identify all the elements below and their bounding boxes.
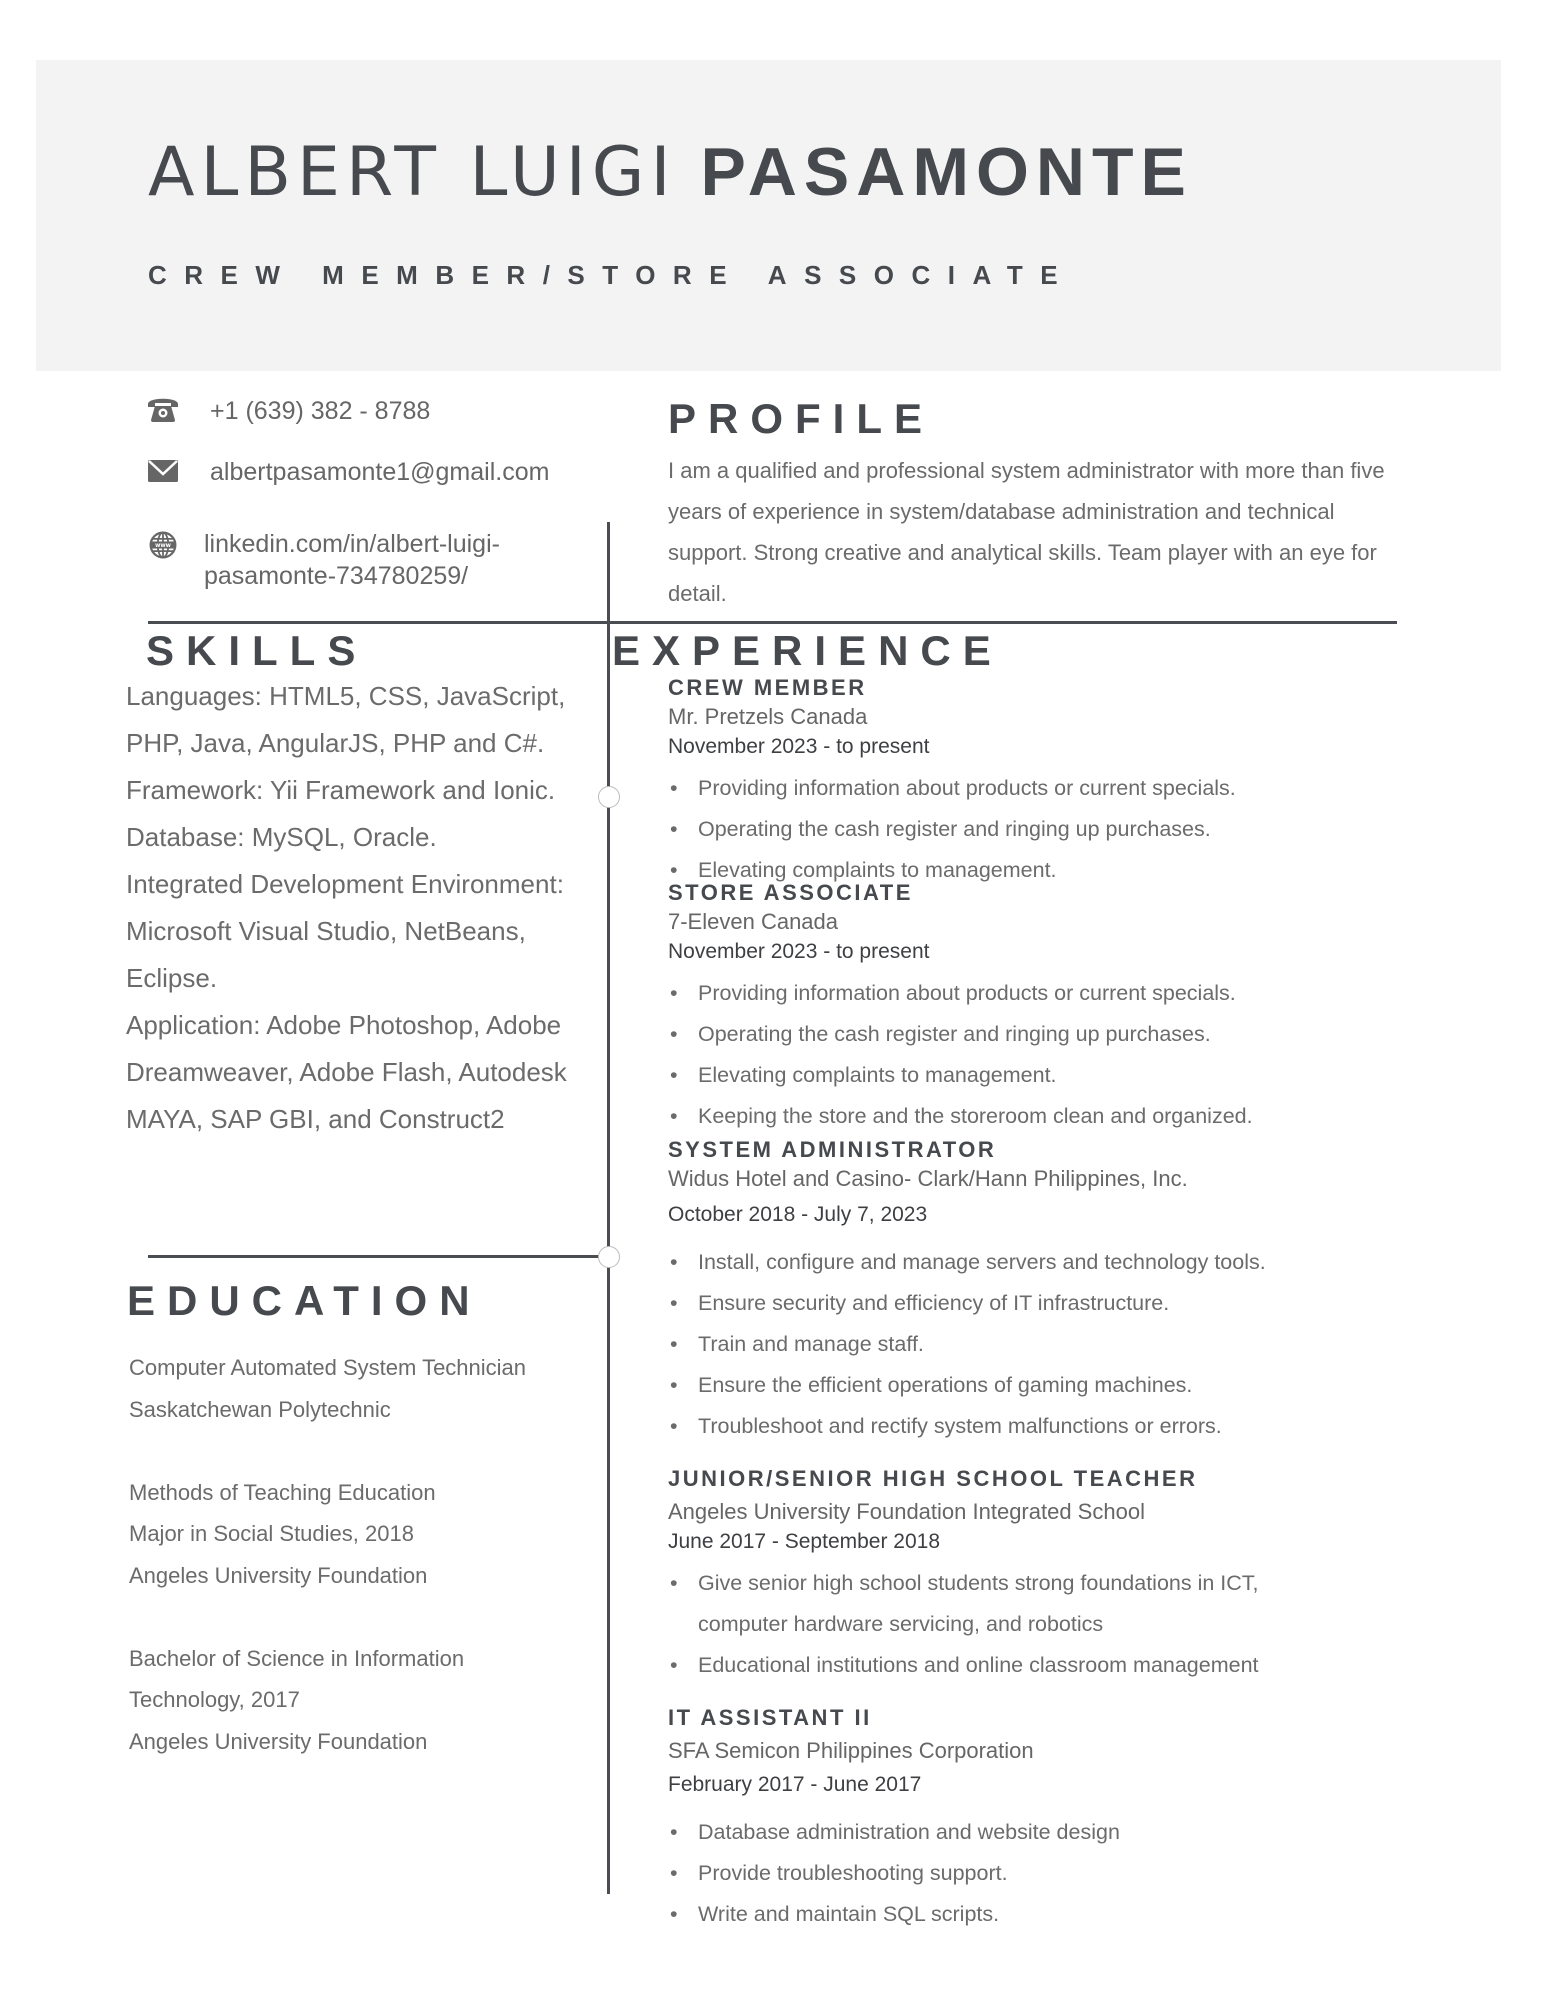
- vertical-divider: [607, 522, 610, 1894]
- job-duty: • Provide troubleshooting support.: [668, 1853, 1408, 1894]
- education-list: [129, 1347, 589, 1804]
- education-program: Methods of Teaching Education: [129, 1479, 436, 1505]
- education-school: Saskatchewan Polytechnic: [129, 1396, 391, 1422]
- job-dates: November 2023 - to present: [668, 940, 930, 963]
- experience-entry: [668, 1465, 1408, 1686]
- job-company: SFA Semicon Philippines Corporation: [668, 1738, 1034, 1763]
- job-duty: • Elevating complaints to management.: [668, 850, 1408, 891]
- profile-heading: PROFILE: [668, 395, 935, 442]
- job-duty: • Operating the cash register and ringing up purchases.: [668, 1014, 1408, 1055]
- job-role: JUNIOR/SENIOR HIGH SCHOOL TEACHER: [668, 1466, 1198, 1491]
- education-major: Major in Social Studies, 2018: [129, 1521, 414, 1546]
- job-duty: • Operating the cash register and ringing up purchases.: [668, 809, 1408, 850]
- job-role: SYSTEM ADMINISTRATOR: [668, 1137, 997, 1162]
- last-name: PASAMONTE: [700, 134, 1193, 210]
- email-address[interactable]: albertpasamonte1@gmail.com: [210, 458, 550, 486]
- job-duty: • Ensure the efficient operations of gaming machines.: [668, 1365, 1408, 1406]
- job-company: Widus Hotel and Casino- Clark/Hann Philippines, Inc.: [668, 1166, 1188, 1191]
- timeline-node: [598, 786, 620, 808]
- education-item: [129, 1347, 589, 1430]
- email-icon: [146, 455, 180, 485]
- job-dates: June 2017 - September 2018: [668, 1530, 941, 1553]
- job-company: 7-Eleven Canada: [668, 909, 839, 934]
- job-duty: • Install, configure and manage servers and technology tools.: [668, 1242, 1408, 1283]
- job-duty: • Ensure security and efficiency of IT infrastructure.: [668, 1283, 1408, 1324]
- experience-entry: [668, 879, 1408, 1137]
- job-company: Angeles University Foundation Integrated School: [668, 1499, 1145, 1524]
- skill-item: Languages: HTML5, CSS, JavaScript, PHP, Java, AngularJS, PHP and C#.: [126, 681, 566, 758]
- svg-text:www: www: [155, 543, 171, 550]
- job-role: IT ASSISTANT II: [668, 1705, 872, 1730]
- timeline-node: [598, 1246, 620, 1268]
- phone-icon: [146, 394, 180, 424]
- skill-item: Integrated Development Environment: Microsoft Visual Studio, NetBeans, Eclipse.: [126, 869, 564, 993]
- job-duty: • Database administration and website design: [668, 1812, 1408, 1853]
- job-duties: [668, 1812, 1408, 1935]
- job-duty: • Educational institutions and online classroom management: [668, 1645, 1408, 1686]
- job-duty: • Providing information about products or current specials.: [668, 973, 1408, 1014]
- skills-list: [126, 673, 596, 1143]
- job-role: STORE ASSOCIATE: [668, 880, 913, 905]
- experience-heading: EXPERIENCE: [612, 627, 1003, 674]
- job-role: CREW MEMBER: [668, 675, 867, 700]
- job-duty: • Train and manage staff.: [668, 1324, 1408, 1365]
- education-school: Angeles University Foundation: [129, 1728, 428, 1754]
- job-duties: [668, 1563, 1408, 1686]
- first-name: ALBERT LUIGI: [148, 133, 677, 212]
- globe-www-icon: [146, 530, 180, 560]
- job-company: Mr. Pretzels Canada: [668, 704, 868, 729]
- job-duty: • Give senior high school students strong foundations in ICT, computer hardware servicing, and robotics: [668, 1563, 1318, 1645]
- skills-heading: SKILLS: [146, 627, 368, 674]
- job-duties: [668, 973, 1408, 1137]
- horizontal-divider-education: [148, 1255, 600, 1258]
- education-heading: EDUCATION: [127, 1277, 482, 1324]
- education-program: Computer Automated System Technician: [129, 1355, 527, 1380]
- experience-entry: [668, 1136, 1408, 1447]
- experience-entry: [668, 1704, 1408, 1935]
- job-duties: [668, 768, 1408, 891]
- candidate-name: [148, 133, 1193, 212]
- education-program: Bachelor of Science in Information Technology, 2017: [129, 1645, 465, 1712]
- skill-item: Database: MySQL, Oracle.: [126, 822, 437, 852]
- job-duty: • Providing information about products or current specials.: [668, 768, 1408, 809]
- job-dates: February 2017 - June 2017: [668, 1773, 922, 1796]
- education-school: Angeles University Foundation: [129, 1562, 428, 1588]
- linkedin-url[interactable]: linkedin.com/in/albert-luigi-pasamonte-734780259/: [204, 530, 500, 590]
- job-duties: [668, 1242, 1408, 1447]
- education-item: [129, 1472, 589, 1597]
- job-duty: • Elevating complaints to management.: [668, 1055, 1408, 1096]
- skill-item: Application: Adobe Photoshop, Adobe Dreamweaver, Adobe Flash, Autodesk MAYA, SAP GBI, and Construct2: [126, 1010, 567, 1134]
- job-title: CREW MEMBER/STORE ASSOCIATE: [148, 260, 1076, 290]
- header-band: [36, 60, 1501, 371]
- job-dates: October 2018 - July 7, 2023: [668, 1203, 928, 1226]
- skill-item: Framework: Yii Framework and Ionic.: [126, 775, 556, 805]
- job-duty: • Keeping the store and the storeroom clean and organized.: [668, 1096, 1408, 1137]
- education-item: [129, 1638, 589, 1763]
- phone-number[interactable]: +1 (639) 382 - 8788: [210, 397, 431, 425]
- job-dates: November 2023 - to present: [668, 735, 930, 758]
- experience-entry: [668, 674, 1408, 891]
- profile-summary: I am a qualified and professional system administrator with more than five years of experience in system/database administration and technical support. Strong creative and analytical skills. Team player with an eye for detail.: [668, 458, 1385, 606]
- job-duty: • Troubleshoot and rectify system malfunctions or errors.: [668, 1406, 1408, 1447]
- job-duty: • Write and maintain SQL scripts.: [668, 1894, 1408, 1935]
- horizontal-divider-top: [148, 621, 1397, 624]
